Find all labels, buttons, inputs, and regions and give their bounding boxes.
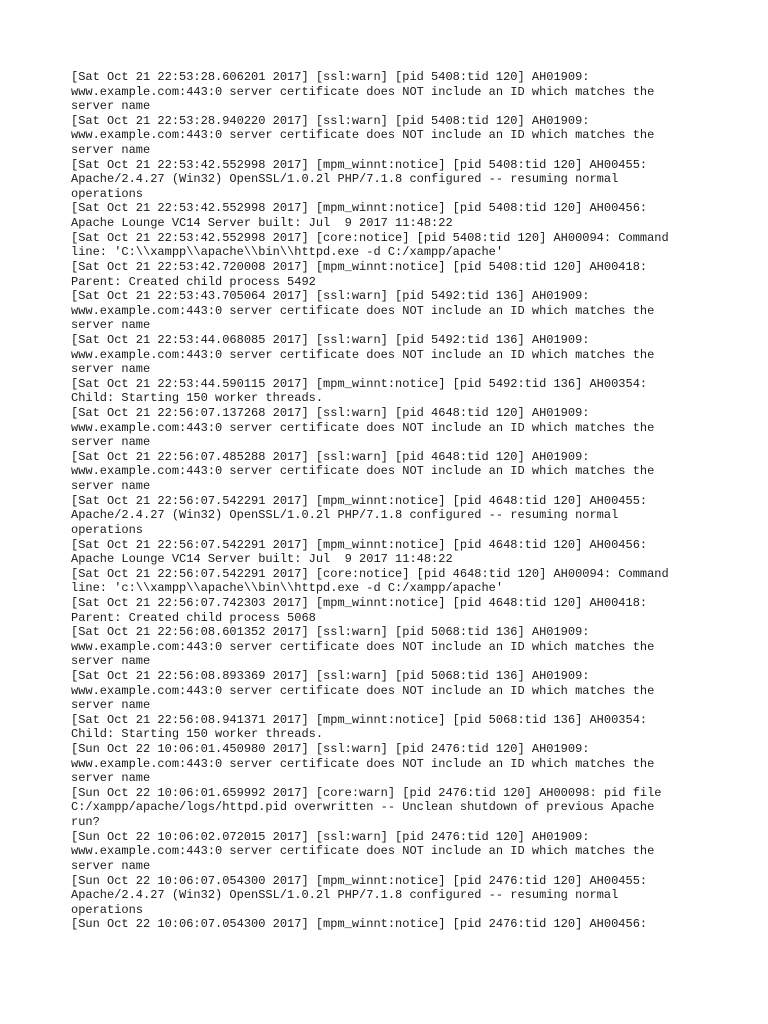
log-line: line: 'c:\\xampp\\apache\\bin\\httpd.exe -d C:/xampp/apache' <box>71 581 504 596</box>
log-line: Apache/2.4.27 (Win32) OpenSSL/1.0.2l PHP/7.1.8 configured -- resuming normal <box>71 508 619 523</box>
log-line: line: 'C:\\xampp\\apache\\bin\\httpd.exe -d C:/xampp/apache' <box>71 245 504 260</box>
log-line: server name <box>71 362 151 377</box>
log-line: www.example.com:443:0 server certificate does NOT include an ID which matches the <box>71 303 655 318</box>
log-line: server name <box>71 99 151 114</box>
log-line: [Sat Oct 21 22:53:42.720008 2017] [mpm_winnt:notice] [pid 5408:tid 120] AH00418: <box>71 259 648 274</box>
log-line: www.example.com:443:0 server certificate does NOT include an ID which matches the <box>71 347 655 362</box>
log-line: [Sat Oct 21 22:53:44.068085 2017] [ssl:warn] [pid 5492:tid 136] AH01909: <box>71 332 590 347</box>
log-line: [Sat Oct 21 22:53:42.552998 2017] [mpm_winnt:notice] [pid 5408:tid 120] AH00456: <box>71 201 648 216</box>
log-line: www.example.com:443:0 server certificate does NOT include an ID which matches the <box>71 639 655 654</box>
log-line: [Sat Oct 21 22:53:44.590115 2017] [mpm_winnt:notice] [pid 5492:tid 136] AH00354: <box>71 376 648 391</box>
log-line: [Sun Oct 22 10:06:02.072015 2017] [ssl:warn] [pid 2476:tid 120] AH01909: <box>71 829 590 844</box>
log-line: www.example.com:443:0 server certificate does NOT include an ID which matches the <box>71 844 655 859</box>
log-line: [Sun Oct 22 10:06:01.450980 2017] [ssl:warn] [pid 2476:tid 120] AH01909: <box>71 742 590 757</box>
log-line: operations <box>71 186 144 201</box>
log-line: [Sat Oct 21 22:53:28.940220 2017] [ssl:warn] [pid 5408:tid 120] AH01909: <box>71 113 590 128</box>
log-line: [Sat Oct 21 22:53:42.552998 2017] [mpm_winnt:notice] [pid 5408:tid 120] AH00455: <box>71 157 648 172</box>
log-line: [Sat Oct 21 22:56:07.542291 2017] [core:notice] [pid 4648:tid 120] AH00094: Command <box>71 566 669 581</box>
log-line: operations <box>71 902 144 917</box>
log-line: server name <box>71 654 151 669</box>
log-line: server name <box>71 698 151 713</box>
log-line: server name <box>71 435 151 450</box>
log-line: www.example.com:443:0 server certificate does NOT include an ID which matches the <box>71 683 655 698</box>
log-line: [Sat Oct 21 22:56:08.941371 2017] [mpm_winnt:notice] [pid 5068:tid 136] AH00354: <box>71 712 648 727</box>
log-line: www.example.com:443:0 server certificate does NOT include an ID which matches the <box>71 756 655 771</box>
log-line: [Sat Oct 21 22:56:07.542291 2017] [mpm_winnt:notice] [pid 4648:tid 120] AH00456: <box>71 537 648 552</box>
log-line: [Sun Oct 22 10:06:01.659992 2017] [core:warn] [pid 2476:tid 120] AH00098: pid file <box>71 785 662 800</box>
log-line: Apache Lounge VC14 Server built: Jul 9 2017 11:48:22 <box>71 552 453 567</box>
log-line: [Sat Oct 21 22:56:07.485288 2017] [ssl:warn] [pid 4648:tid 120] AH01909: <box>71 449 590 464</box>
log-line: Apache/2.4.27 (Win32) OpenSSL/1.0.2l PHP/7.1.8 configured -- resuming normal <box>71 888 619 903</box>
log-line: [Sat Oct 21 22:53:42.552998 2017] [core:notice] [pid 5408:tid 120] AH00094: Command <box>71 230 669 245</box>
log-line: www.example.com:443:0 server certificate does NOT include an ID which matches the <box>71 420 655 435</box>
log-line: [Sun Oct 22 10:06:07.054300 2017] [mpm_winnt:notice] [pid 2476:tid 120] AH00455: <box>71 873 648 888</box>
log-line: server name <box>71 858 151 873</box>
log-line: [Sat Oct 21 22:56:07.742303 2017] [mpm_winnt:notice] [pid 4648:tid 120] AH00418: <box>71 595 648 610</box>
log-line: server name <box>71 143 151 158</box>
log-line: server name <box>71 479 151 494</box>
log-line: [Sat Oct 21 22:56:08.893369 2017] [ssl:warn] [pid 5068:tid 136] AH01909: <box>71 668 590 683</box>
log-line: www.example.com:443:0 server certificate does NOT include an ID which matches the <box>71 84 655 99</box>
log-line: run? <box>71 815 100 830</box>
log-line: C:/xampp/apache/logs/httpd.pid overwritten -- Unclean shutdown of previous Apache <box>71 800 655 815</box>
log-line: server name <box>71 771 151 786</box>
log-line: Child: Starting 150 worker threads. <box>71 391 324 406</box>
log-line: www.example.com:443:0 server certificate does NOT include an ID which matches the <box>71 128 655 143</box>
log-line: [Sat Oct 21 22:56:08.601352 2017] [ssl:warn] [pid 5068:tid 136] AH01909: <box>71 625 590 640</box>
log-line: server name <box>71 318 151 333</box>
log-line: Apache Lounge VC14 Server built: Jul 9 2017 11:48:22 <box>71 216 453 231</box>
log-line: Parent: Created child process 5492 <box>71 274 316 289</box>
log-line: [Sat Oct 21 22:53:28.606201 2017] [ssl:warn] [pid 5408:tid 120] AH01909: <box>71 70 590 84</box>
log-line: Child: Starting 150 worker threads. <box>71 727 324 742</box>
log-text-block <box>71 70 708 932</box>
log-line: [Sat Oct 21 22:56:07.542291 2017] [mpm_winnt:notice] [pid 4648:tid 120] AH00455: <box>71 493 648 508</box>
log-line: [Sun Oct 22 10:06:07.054300 2017] [mpm_winnt:notice] [pid 2476:tid 120] AH00456: <box>71 917 648 932</box>
log-line: www.example.com:443:0 server certificate does NOT include an ID which matches the <box>71 464 655 479</box>
log-line: [Sat Oct 21 22:56:07.137268 2017] [ssl:warn] [pid 4648:tid 120] AH01909: <box>71 406 590 421</box>
log-line: Apache/2.4.27 (Win32) OpenSSL/1.0.2l PHP/7.1.8 configured -- resuming normal <box>71 172 619 187</box>
log-line: Parent: Created child process 5068 <box>71 610 316 625</box>
log-line: operations <box>71 522 144 537</box>
log-line: [Sat Oct 21 22:53:43.705064 2017] [ssl:warn] [pid 5492:tid 136] AH01909: <box>71 289 590 304</box>
